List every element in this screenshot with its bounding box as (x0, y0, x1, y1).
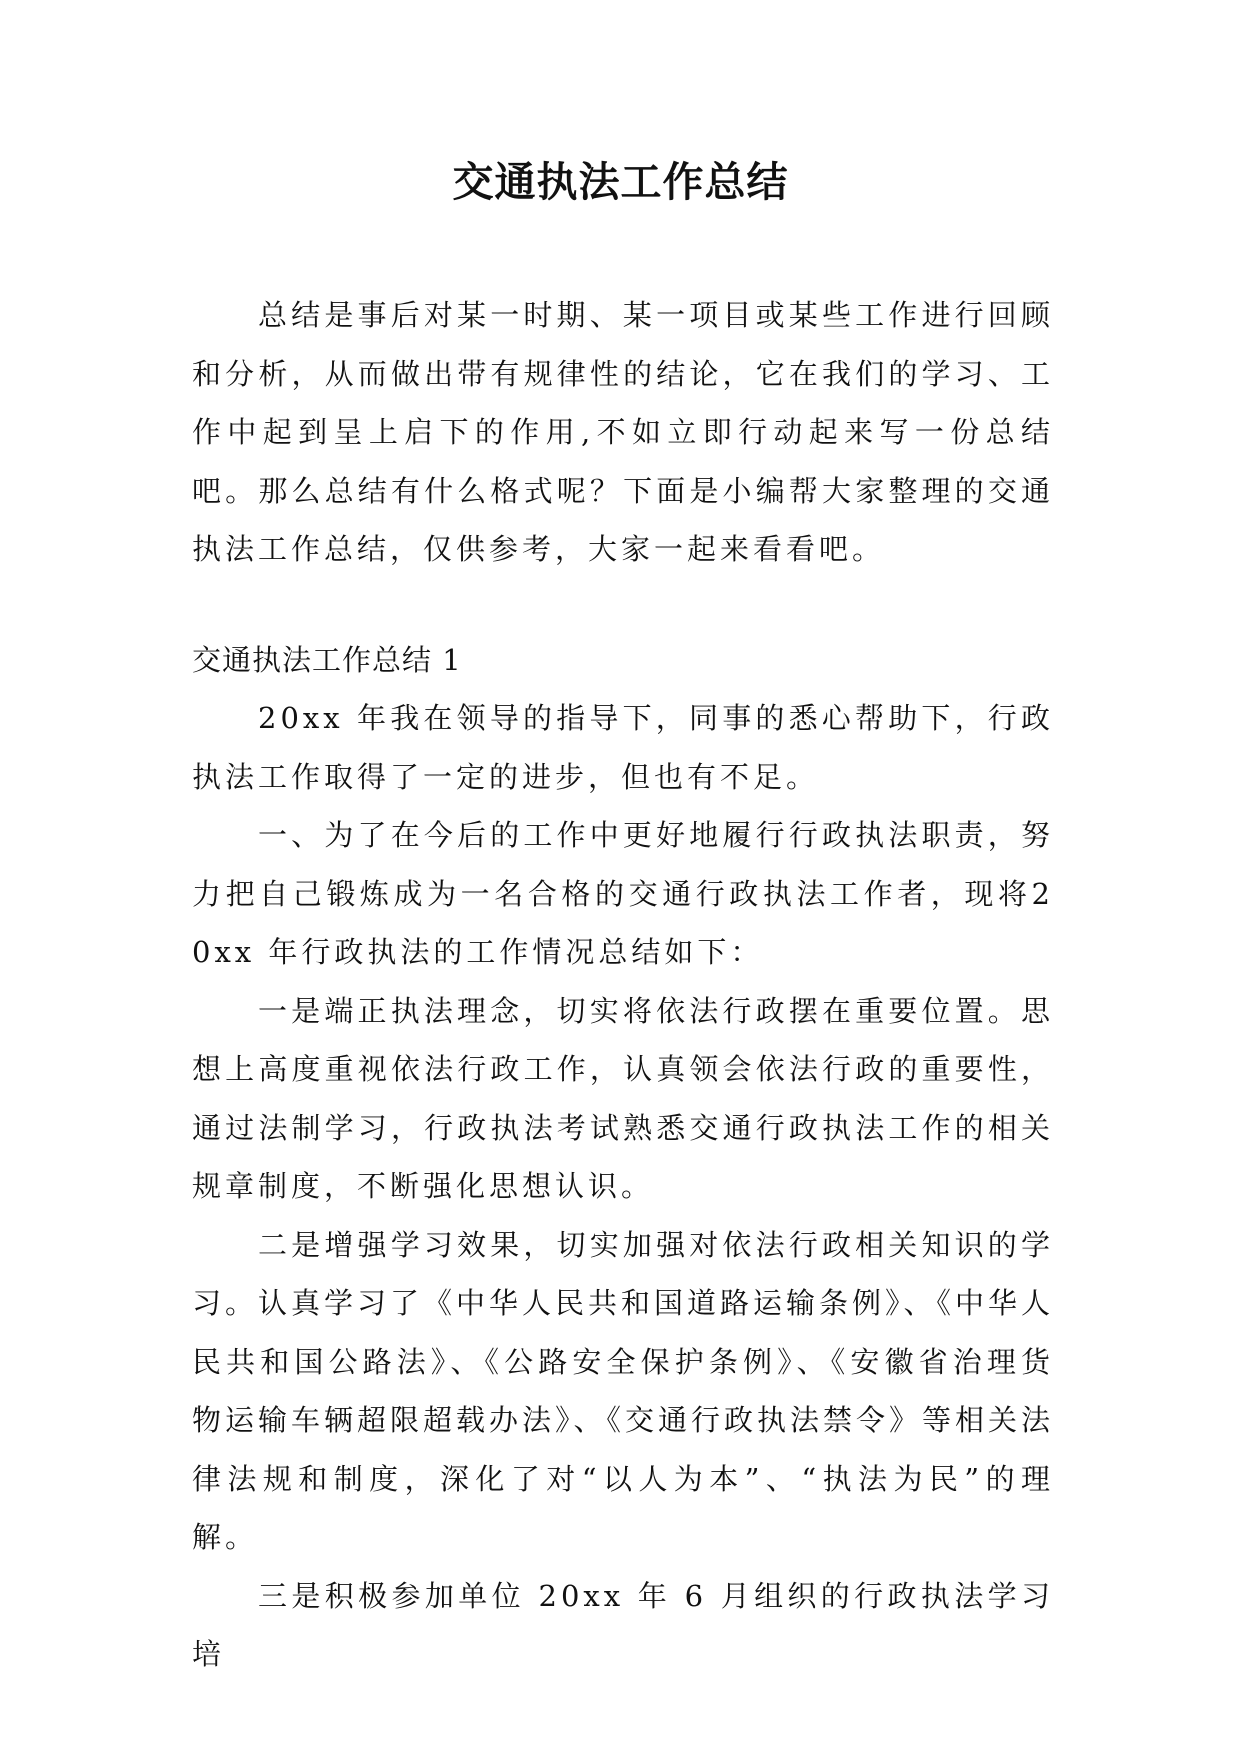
body-paragraph-1: 20xx 年我在领导的指导下，同事的悉心帮助下，行政执法工作取得了一定的进步，但也有不足。 (192, 701, 1054, 794)
section-heading: 交通执法工作总结 1 (192, 642, 462, 677)
document-title: 交通执法工作总结 (452, 158, 789, 206)
intro-paragraph: 总结是事后对某一时期、某一项目或某些工作进行回顾和分析，从而做出带有规律性的结论，它在我们的学习、工作中起到呈上启下的作用,不如立即行动起来写一份总结吧。那么总结有什么格式呢？下面是小编帮大家整理的交通执法工作总结，仅供参考，大家一起来看看吧。 (192, 298, 1054, 566)
body-paragraph-2: 一、为了在今后的工作中更好地履行行政执法职责，努力把自己锻炼成为一名合格的交通行政执法工作者，现将20xx 年行政执法的工作情况总结如下： (192, 818, 1054, 969)
document-body (192, 286, 1054, 1684)
body-paragraph-3: 一是端正执法理念，切实将依法行政摆在重要位置。思想上高度重视依法行政工作，认真领会依法行政的重要性，通过法制学习，行政执法考试熟悉交通行政执法工作的相关规章制度，不断强化思想认识。 (192, 993, 1054, 1203)
body-paragraph-5: 三是积极参加单位 20xx 年 6 月组织的行政执法学习培 (192, 1578, 1054, 1671)
body-paragraph-4: 二是增强学习效果，切实加强对依法行政相关知识的学习。认真学习了《中华人民共和国道路运输条例》、《中华人民共和国公路法》、《公路安全保护条例》、《安徽省治理货物运输车辆超限超载办法》、《交通行政执法禁令》等相关法律法规和制度，深化了对“以人为本”、“执法为民”的理解。 (192, 1227, 1055, 1554)
